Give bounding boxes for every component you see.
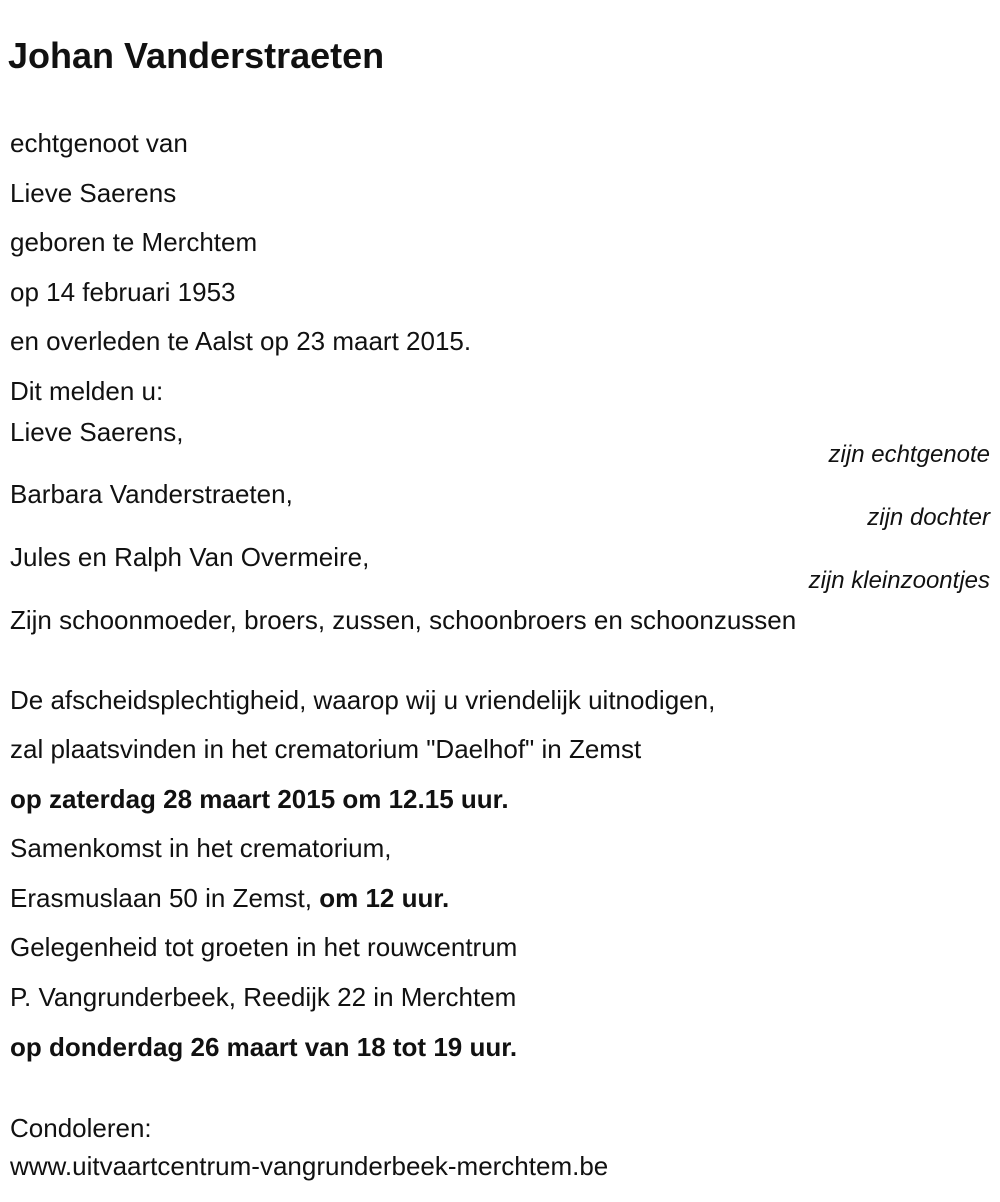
gathering-line [10,882,449,914]
intro-line: op 14 februari 1953 [10,277,236,307]
family-name: Jules en Ralph Van Overmeire, [10,542,370,572]
announce-text: Dit melden u: [10,376,164,406]
intro-line: Lieve Saerens [10,178,177,208]
visitation-line: P. Vangrunderbeek, Reedijk 22 in Merchtem [10,982,517,1012]
page-title: Johan Vanderstraeten [8,35,385,76]
visitation-line: Gelegenheid tot groeten in het rouwcentrum [10,932,518,962]
gathering-line: Samenkomst in het crematorium, [10,833,392,863]
family-relation: zijn echtgenote [828,441,990,468]
intro-line: en overleden te Aalst op 23 maart 2015. [10,326,472,356]
intro-line: geboren te Merchtem [10,227,258,257]
family-other: Zijn schoonmoeder, broers, zussen, schoonbroers en schoonzussen [10,605,797,635]
gathering-address: Erasmuslaan 50 in Zemst, [10,883,320,913]
ceremony-line: De afscheidsplechtigheid, waarop wij u vriendelijk uitnodigen, [10,685,716,715]
ceremony-date: op zaterdag 28 maart 2015 om 12.15 uur. [10,784,509,814]
visitation-date: op donderdag 26 maart van 18 tot 19 uur. [10,1032,518,1062]
family-name: Barbara Vanderstraeten, [10,479,293,509]
condolences-label: Condoleren: [10,1113,152,1143]
family-name: Lieve Saerens, [10,417,184,447]
ceremony-line: zal plaatsvinden in het crematorium "Daelhof" in Zemst [10,734,642,764]
family-relation: zijn dochter [867,504,990,531]
intro-line: echtgenoot van [10,128,188,158]
family-relation: zijn kleinzoontjes [808,567,990,594]
gathering-time: om 12 uur. [319,883,450,913]
condolences-link[interactable]: www.uitvaartcentrum-vangrunderbeek-merchtem.be [10,1151,609,1181]
